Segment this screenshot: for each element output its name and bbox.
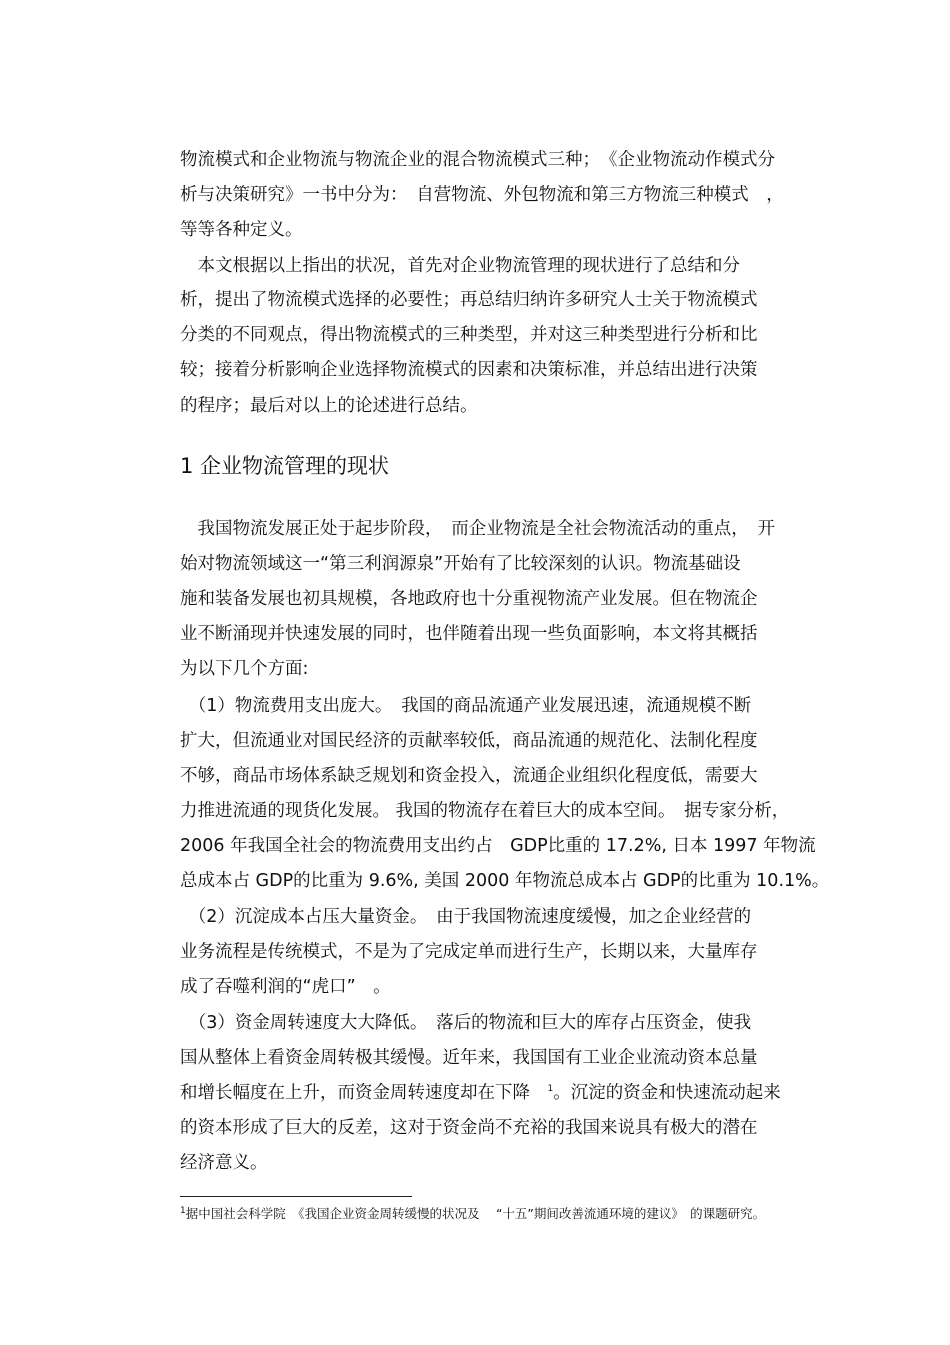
footnote [180,1205,765,1223]
paragraph-line: 业不断涌现并快速发展的同时，也伴随着出现一些负面影响，本文将其概括 [180,624,758,644]
paragraph-line: 析，提出了物流模式选择的必要性；再总结归纳许多研究人士关于物流模式 [180,290,758,310]
paragraph-line: 本文根据以上指出的状况，首先对企业物流管理的现状进行了总结和分 [180,256,740,276]
footnote-text: 据中国社会科学院 《我国企业资金周转缓慢的状况及 “十五”期间改善流通环境的建议》 的课题研究。 [185,1206,766,1221]
paragraph-line: 成了吞噬利润的“虎口” 。 [180,977,391,997]
paragraph-line: 经济意义。 [180,1153,268,1173]
line-text: 和增长幅度在上升，而资金周转速度却在下降 [180,1083,548,1103]
paragraph-line: 业务流程是传统模式，不是为了完成定单而进行生产，长期以来，大量库存 [180,942,758,962]
footnote-reference[interactable]: 1 [547,1084,554,1095]
footnote-separator [180,1196,412,1197]
paragraph-line: （2）沉淀成本占压大量资金。 由于我国物流速度缓慢，加之企业经营的 [180,907,752,927]
paragraph-line: （3）资金周转速度大大降低。 落后的物流和巨大的库存占压资金，使我 [180,1013,752,1033]
paragraph-line: 力推进流通的现货化发展。 我国的物流存在着巨大的成本空间。 据专家分析， [180,801,790,821]
paragraph-line: 2006 年我国全社会的物流费用支出约占 GDP比重的 17.2%, 日本 1997 年物流 [180,836,816,856]
line-text: 。沉淀的资金和快速流动起来 [553,1083,781,1103]
paragraph-line: 较；接着分析影响企业选择物流模式的因素和决策标准，并总结出进行决策 [180,360,758,380]
paragraph-line: 施和装备发展也初具规模，各地政府也十分重视物流产业发展。但在物流企 [180,589,758,609]
paragraph-line: 物流模式和企业物流与物流企业的混合物流模式三种； 《企业物流动作模式分 [180,150,775,170]
paragraph-line: 我国物流发展正处于起步阶段， 而企业物流是全社会物流活动的重点， 开 [180,519,775,539]
paragraph-line: 不够，商品市场体系缺乏规划和资金投入，流通企业组织化程度低，需要大 [180,766,758,786]
paragraph-line: 为以下几个方面: [180,659,309,679]
paragraph-line: 分类的不同观点，得出物流模式的三种类型，并对这三种类型进行分析和比 [180,325,758,345]
paragraph-line: 扩大，但流通业对国民经济的贡献率较低，商品流通的规范化、法制化程度 [180,731,758,751]
paragraph-line: 的资本形成了巨大的反差，这对于资金尚不充裕的我国来说具有极大的潜在 [180,1118,758,1138]
paragraph-line: 国从整体上看资金周转极其缓慢。近年来，我国国有工业企业流动资本总量 [180,1048,758,1068]
paragraph-line: 析与决策研究》一书中分为： 自营物流、外包物流和第三方物流三种模式 ， [180,185,784,205]
paragraph-line: 始对物流领域这一“第三利润源泉”开始有了比较深刻的认识。物流基础设 [180,554,741,574]
paragraph-line: （1）物流费用支出庞大。 我国的商品流通产业发展迅速，流通规模不断 [180,696,752,716]
paragraph-line: 的程序；最后对以上的论述进行总结。 [180,396,478,416]
paragraph-line: 等等各种定义。 [180,220,303,240]
paragraph-line [180,1081,820,1105]
section-heading: 1 企业物流管理的现状 [180,454,390,478]
footnote-mark: 1 [180,1205,186,1216]
paragraph-line: 总成本占 GDP的比重为 9.6%, 美国 2000 年物流总成本占 GDP的比重为 10.1%。 [180,871,830,891]
